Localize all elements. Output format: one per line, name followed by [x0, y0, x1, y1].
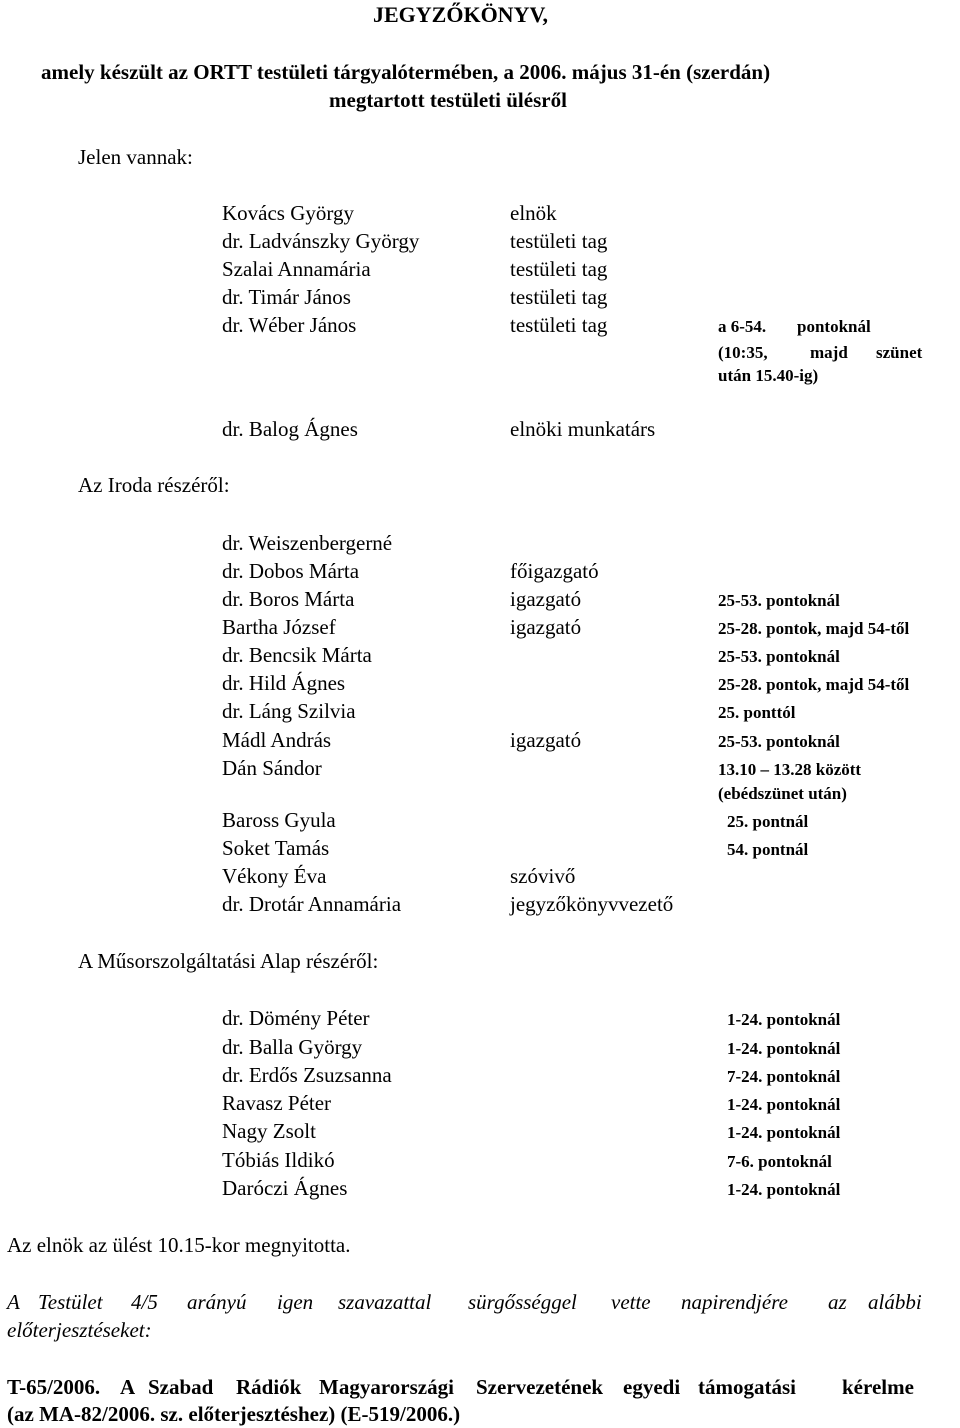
vote-word: szavazattal: [338, 1290, 432, 1314]
fund-heading: A Műsorszolgáltatási Alap részéről:: [78, 949, 379, 973]
vote-word: 4/5: [131, 1290, 158, 1314]
intro-line-2: megtartott testületi ülésről: [329, 88, 567, 112]
weber-note-c: (10:35,: [718, 343, 768, 362]
board-role: testületi tag: [510, 229, 608, 253]
office-note: 25-28. pontok, majd 54-től: [718, 675, 910, 694]
intro-line-1: amely készült az ORTT testületi tárgyalótermében, a 2006. május 31-én (szerdán): [41, 60, 771, 84]
vote-word: napirendjére: [681, 1290, 788, 1314]
office-role: főigazgató: [510, 559, 599, 583]
office-role: szóvivő: [510, 864, 576, 888]
item-word: Rádiók: [236, 1375, 302, 1399]
fund-note: 7-6. pontoknál: [727, 1152, 832, 1171]
board-role: testületi tag: [510, 257, 608, 281]
office-note: 25-53. pontoknál: [718, 647, 840, 666]
assistant-role: elnöki munkatárs: [510, 417, 656, 441]
vote-word: A: [7, 1290, 20, 1314]
item-word: Magyarországi: [319, 1375, 454, 1399]
office-note: 25. pontnál: [727, 812, 809, 831]
weber-note-e: szünet: [876, 343, 923, 362]
board-name: Szalai Annamária: [222, 257, 371, 281]
item-word: egyedi: [623, 1375, 681, 1399]
board-role: testületi tag: [510, 313, 608, 337]
fund-name: dr. Dömény Péter: [222, 1006, 370, 1030]
office-name: dr. Láng Szilvia: [222, 699, 356, 723]
opening-sentence: Az elnök az ülést 10.15-kor megnyitotta.: [7, 1233, 351, 1257]
item-word: kérelme: [842, 1375, 914, 1399]
fund-note: 1-24. pontoknál: [727, 1180, 841, 1199]
vote-word: arányú: [187, 1290, 247, 1314]
fund-note: 1-24. pontoknál: [727, 1010, 841, 1029]
office-name: Dán Sándor: [222, 756, 322, 780]
office-role: igazgató: [510, 587, 582, 611]
office-name: dr. Dobos Márta: [222, 559, 360, 583]
office-name: dr. Boros Márta: [222, 587, 355, 611]
fund-name: dr. Balla György: [222, 1035, 363, 1059]
present-heading: Jelen vannak:: [78, 145, 193, 169]
weber-note-a: a 6-54.: [718, 317, 767, 336]
item-word: támogatási: [698, 1375, 796, 1399]
office-role: jegyzőkönyvvezető: [510, 892, 674, 916]
weber-note-b: pontoknál: [797, 317, 871, 336]
fund-note: 1-24. pontoknál: [727, 1039, 841, 1058]
board-name: Kovács György: [222, 201, 355, 225]
fund-name: Nagy Zsolt: [222, 1119, 316, 1143]
board-name: dr. Timár János: [222, 285, 351, 309]
vote-word: Testület: [38, 1290, 103, 1314]
vote-line-2: előterjesztéseket:: [7, 1318, 152, 1342]
item-word: A: [120, 1375, 136, 1399]
fund-name: Tóbiás Ildikó: [222, 1148, 335, 1172]
office-name: dr. Weiszenbergerné: [222, 531, 393, 555]
board-name: dr. Wéber János: [222, 313, 357, 337]
vote-word: az: [828, 1290, 847, 1314]
office-role: igazgató: [510, 615, 582, 639]
office-note: 25. ponttól: [718, 703, 796, 722]
fund-name: dr. Erdős Zsuzsanna: [222, 1063, 392, 1087]
board-role: testületi tag: [510, 285, 608, 309]
office-note: (ebédszünet után): [718, 784, 847, 803]
office-note: 25-53. pontoknál: [718, 732, 840, 751]
vote-word: sürgősséggel: [468, 1290, 577, 1314]
office-name: Baross Gyula: [222, 808, 336, 832]
office-role: igazgató: [510, 728, 582, 752]
board-role: elnök: [510, 201, 557, 225]
vote-word: igen: [277, 1290, 314, 1314]
office-note: 25-28. pontok, majd 54-től: [718, 619, 910, 638]
weber-note-d: majd: [810, 343, 848, 362]
document-title: JEGYZŐKÖNYV,: [373, 2, 549, 27]
fund-note: 1-24. pontoknál: [727, 1123, 841, 1142]
assistant-name: dr. Balog Ágnes: [222, 417, 358, 441]
item-word: Szabad: [148, 1375, 214, 1399]
vote-word: vette: [611, 1290, 651, 1314]
fund-note: 7-24. pontoknál: [727, 1067, 841, 1086]
office-heading: Az Iroda részéről:: [78, 473, 230, 497]
item-line-2: (az MA-82/2006. sz. előterjesztéshez) (E-519/2006.): [7, 1402, 461, 1426]
office-note: 13.10 – 13.28 között: [718, 760, 862, 779]
office-name: dr. Drotár Annamária: [222, 892, 402, 916]
office-name: dr. Hild Ágnes: [222, 671, 346, 695]
office-note: 54. pontnál: [727, 840, 809, 859]
item-word: Szervezetének: [476, 1375, 604, 1399]
office-name: Vékony Éva: [222, 864, 327, 888]
office-name: Mádl András: [222, 728, 332, 752]
vote-word: alábbi: [868, 1290, 922, 1314]
board-name: dr. Ladvánszky György: [222, 229, 420, 253]
office-name: Bartha József: [222, 615, 336, 639]
item-word: T-65/2006.: [7, 1375, 101, 1399]
fund-name: Ravasz Péter: [222, 1091, 332, 1115]
office-note: 25-53. pontoknál: [718, 591, 840, 610]
fund-name: Daróczi Ágnes: [222, 1176, 348, 1200]
weber-note-f: után 15.40-ig): [718, 366, 819, 385]
fund-note: 1-24. pontoknál: [727, 1095, 841, 1114]
office-name: dr. Bencsik Márta: [222, 643, 372, 667]
office-name: Soket Tamás: [222, 836, 330, 860]
